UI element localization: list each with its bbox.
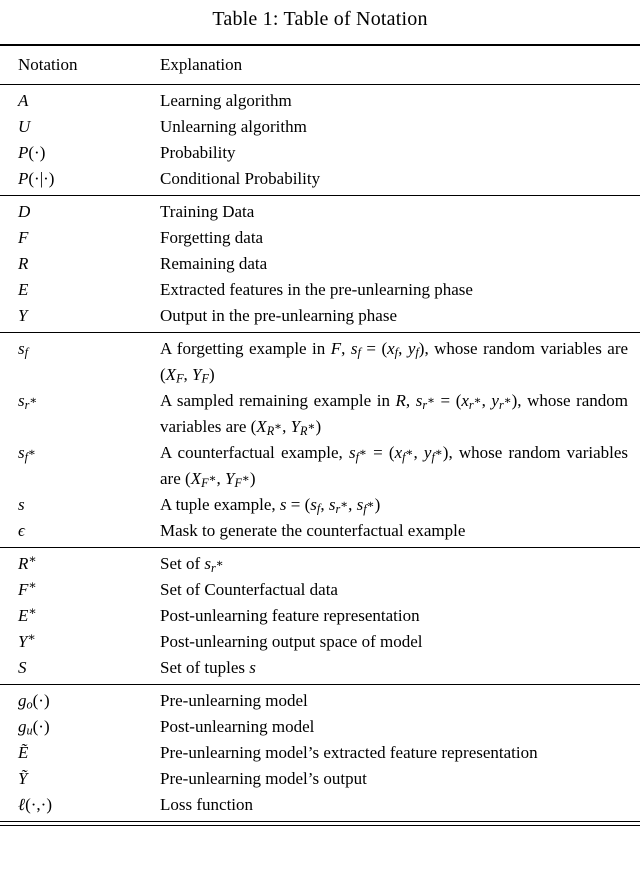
explanation-cell: Extracted features in the pre-unlearning phase [160,280,473,299]
explanation-cell: A sampled remaining example in R, $s_{r^∗} = (x_{r^∗}$, $y_{r^∗}$), whose random variables are ($X_{R^∗}$, $Y_{R^∗}$) [160,391,629,438]
explanation-cell: Unlearning algorithm [160,117,307,136]
table-row [0,336,640,388]
math-inline: Y∗ [18,629,36,651]
notation-cell [0,336,160,362]
explanation-cell: Pre-unlearning model’s extracted feature representation [160,743,538,762]
math-inline: Ẽ [18,743,29,762]
table-row [0,492,640,518]
table-row [0,792,640,818]
explanation-cell: Training Data [160,202,255,221]
notation-cell [0,740,160,766]
table-row [0,740,640,766]
math-inline: s [249,658,256,677]
math-inline: s [18,495,25,514]
notation-cell [0,225,160,251]
table-row [0,277,640,303]
table-row [0,603,640,629]
math-inline: ($X_F$, $Y_F$) [160,365,215,386]
math-inline: $s_{f^∗} = (x_{f^∗}$, $y_{f^∗}$) [349,443,449,464]
table-row [0,88,640,114]
explanation-cell: A forgetting example in F, $s_f = (x_f$, $y_f$), whose random variables are ($X_F$, $Y_F$) [160,339,629,386]
notation-cell [0,766,160,792]
notation-cell [0,688,160,714]
math-inline: U [18,117,31,136]
math-inline: A [18,91,29,110]
math-inline: R [395,391,406,410]
notation-cell [0,551,160,577]
math-inline: R∗ [18,551,37,573]
math-inline: $g_o(\cdot)$ [18,691,50,712]
explanation-cell: Post-unlearning output space of model [160,632,423,651]
math-inline: ϵ [18,521,25,540]
math-inline: Y [18,306,28,325]
notation-cell [0,440,160,466]
notation-cell [0,114,160,140]
explanation-cell: Set of tuples s [160,658,256,677]
math-inline: $g_u(\cdot)$ [18,717,50,738]
math-inline: ℓ(·,·) [18,795,52,814]
column-header-notation: Notation [18,55,78,74]
explanation-cell: Loss function [160,795,254,814]
notation-cell [0,199,160,225]
explanation-cell: Mask to generate the counterfactual example [160,521,466,540]
explanation-cell: Post-unlearning feature representation [160,606,420,625]
notation-cell [0,714,160,740]
math-inline: $s_{r^∗}$ [18,391,38,412]
math-inline: $s = (s_f$, $s_{r^∗}$, $s_{f^∗}$) [279,495,381,516]
table-caption: Table 1: Table of Notation [212,8,428,30]
explanation-cell: Pre-unlearning model’s output [160,769,367,788]
notation-cell [0,518,160,544]
explanation-cell: A tuple example, $s = (s_f$, $s_{r^∗}$, $s_{f^∗}$) [160,495,381,516]
notation-cell [0,88,160,114]
notation-cell [0,277,160,303]
notation-cell [0,140,160,166]
table-row [0,199,640,225]
table-row [0,388,640,440]
notation-cell [0,629,160,655]
notation-cell [0,492,160,518]
table-section [0,85,640,195]
math-inline: R [18,254,29,273]
explanation-cell: Forgetting data [160,228,264,247]
math-inline: $s_f = (x_f$, $y_f$) [350,339,425,360]
math-inline: ($X_{F^∗}$, $Y_{F^∗}$) [185,469,256,490]
math-inline: ($X_{R^∗}$, $Y_{R^∗}$) [250,417,322,438]
table-section [0,684,640,821]
notation-cell [0,388,160,414]
notation-cell [0,603,160,629]
notation-cell [0,655,160,681]
math-inline: P(·) [18,143,46,162]
table-row [0,629,640,655]
math-inline: D [18,202,31,221]
table-section [0,195,640,332]
table-row [0,251,640,277]
explanation-cell: Set of Counterfactual data [160,580,338,599]
notation-cell [0,303,160,329]
table-row [0,688,640,714]
explanation-cell: Post-unlearning model [160,717,315,736]
table-row [0,577,640,603]
explanation-cell: Remaining data [160,254,268,273]
table-row [0,655,640,681]
math-inline: F [18,228,29,247]
notation-cell [0,166,160,192]
math-inline: $s_{r^∗} = (x_{r^∗}$, $y_{r^∗}$) [415,391,518,412]
table-row [0,166,640,192]
table-section [0,332,640,547]
table-row [0,714,640,740]
math-inline: E [18,280,29,299]
table-row [0,225,640,251]
table-row [0,114,640,140]
column-header-explanation: Explanation [160,55,243,74]
math-inline: F∗ [18,577,37,599]
math-inline: $s_f$ [18,339,29,360]
math-inline: $s_{r^∗}$ [204,554,224,575]
table-header-row [0,46,640,85]
math-inline: F [330,339,342,358]
table-body [0,85,640,821]
table-row [0,440,640,492]
explanation-cell: Learning algorithm [160,91,292,110]
math-inline: P(·|·) [18,169,55,188]
table-row [0,766,640,792]
bottom-double-rule [0,821,640,826]
explanation-cell: Set of $s_{r^∗}$ [160,554,224,575]
math-inline: Ỹ [18,769,28,788]
notation-cell [0,577,160,603]
math-inline: $s_{f^∗}$ [18,443,36,464]
table-row [0,140,640,166]
math-inline: E∗ [18,603,37,625]
table-row [0,518,640,544]
explanation-cell: Probability [160,143,236,162]
explanation-cell: Output in the pre-unlearning phase [160,306,397,325]
notation-cell [0,251,160,277]
explanation-cell: Pre-unlearning model [160,691,308,710]
table-section [0,547,640,684]
notation-table [0,44,640,826]
table-row [0,551,640,577]
table-row [0,303,640,329]
notation-cell [0,792,160,818]
math-inline: S [18,658,27,677]
explanation-cell: A counterfactual example, $s_{f^∗} = (x_{f^∗}$, $y_{f^∗}$), whose random variables are ($X_{F^∗}$, $Y_{F^∗}$) [160,443,629,490]
explanation-cell: Conditional Probability [160,169,321,188]
